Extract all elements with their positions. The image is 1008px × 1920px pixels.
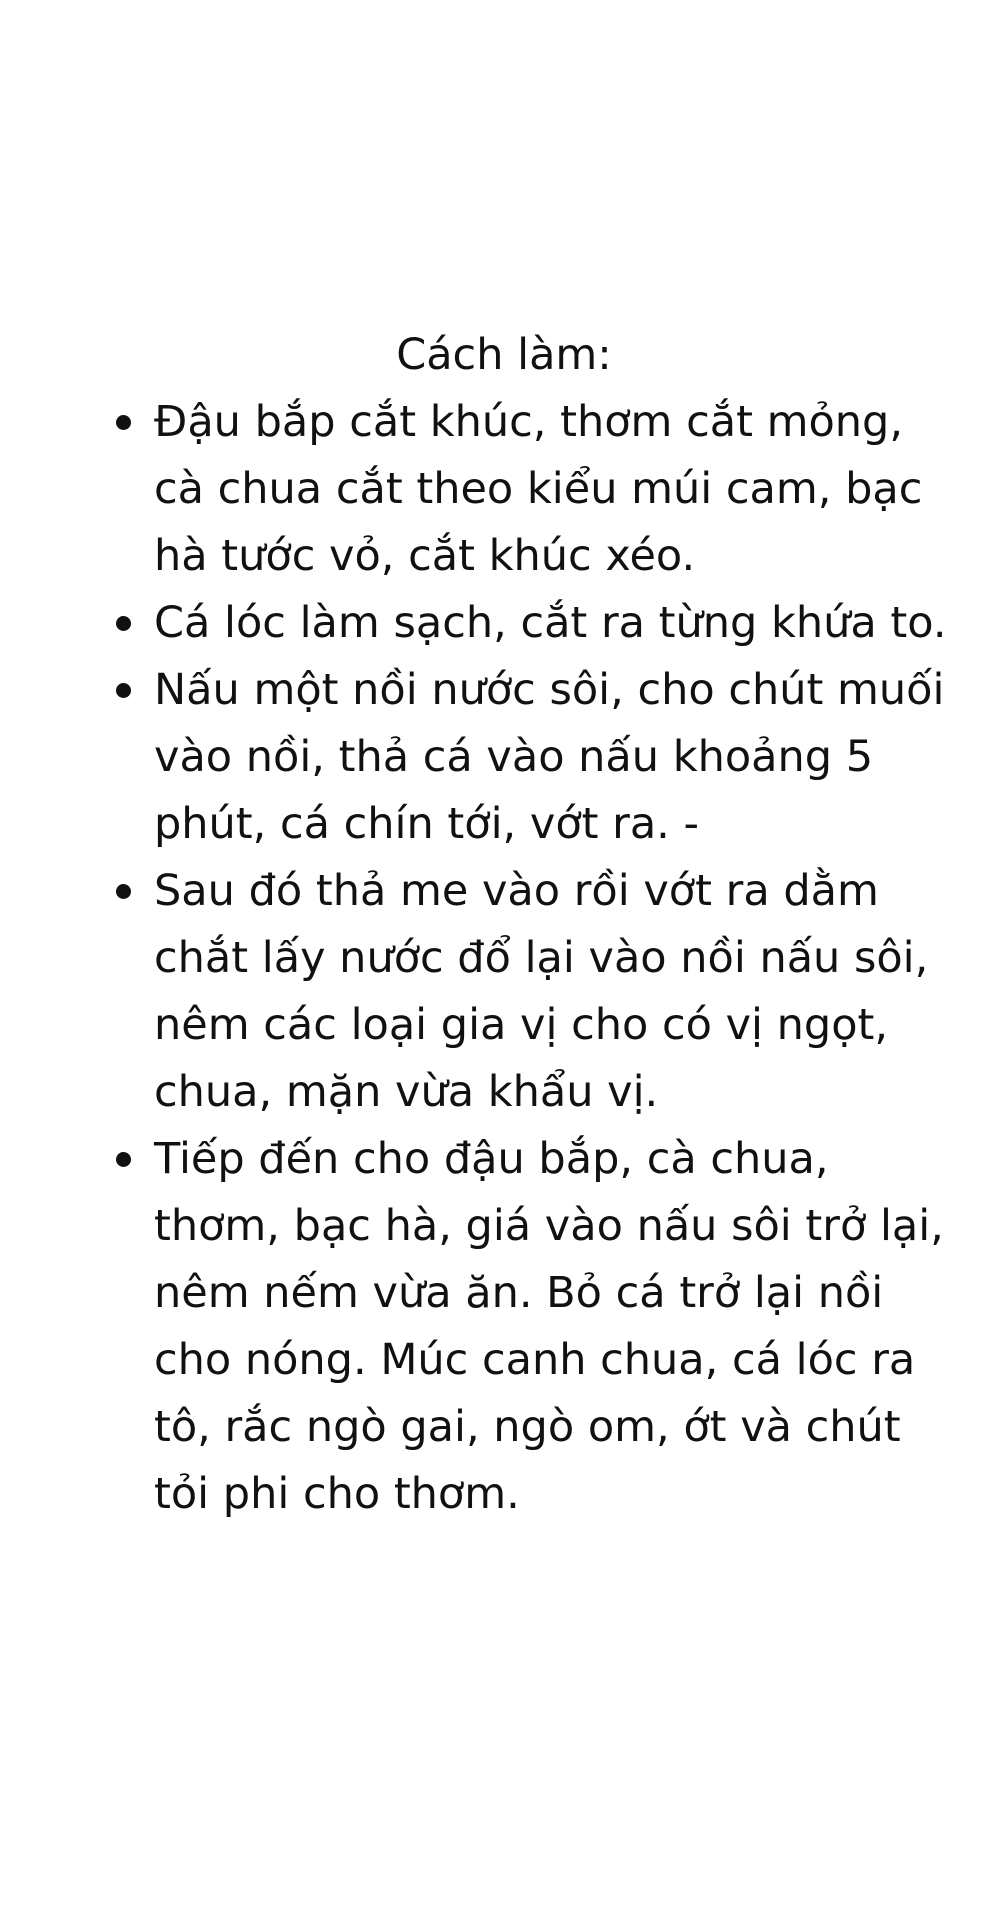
step-text: Tiếp đến cho đậu bắp, cà chua, thơm, bạc hà, giá vào nấu sôi trở lại, nêm nếm vừa ăn. Bỏ cá trở lại nồi cho nóng. Múc canh chua, cá lóc ra tô, rắc ngò gai, ngò om, ớt và chút tỏi phi cho thơm. bbox=[154, 1134, 944, 1519]
bullet-icon bbox=[116, 415, 131, 430]
step-text: Đậu bắp cắt khúc, thơm cắt mỏng, cà chua cắt theo kiểu múi cam, bạc hà tước vỏ, cắt khúc xéo. bbox=[154, 397, 923, 581]
list-item bbox=[154, 858, 954, 1126]
list-item bbox=[154, 657, 954, 858]
bullet-icon bbox=[116, 884, 131, 899]
step-text: Cá lóc làm sạch, cắt ra từng khứa to. bbox=[154, 598, 947, 648]
bullet-icon bbox=[116, 1152, 131, 1167]
list-item bbox=[154, 1126, 954, 1528]
list-item bbox=[154, 590, 954, 657]
recipe-document bbox=[0, 322, 1008, 1528]
step-text: Nấu một nồi nước sôi, cho chút muối vào nồi, thả cá vào nấu khoảng 5 phút, cá chín tới, vớt ra. - bbox=[154, 665, 945, 849]
steps-list bbox=[0, 389, 1008, 1528]
bullet-icon bbox=[116, 683, 131, 698]
page-title: Cách làm: bbox=[396, 330, 612, 380]
bullet-icon bbox=[116, 616, 131, 631]
list-item bbox=[154, 389, 954, 590]
step-text: Sau đó thả me vào rồi vớt ra dằm chắt lấy nước đổ lại vào nồi nấu sôi, nêm các loại gia vị cho có vị ngọt, chua, mặn vừa khẩu vị. bbox=[154, 866, 929, 1117]
